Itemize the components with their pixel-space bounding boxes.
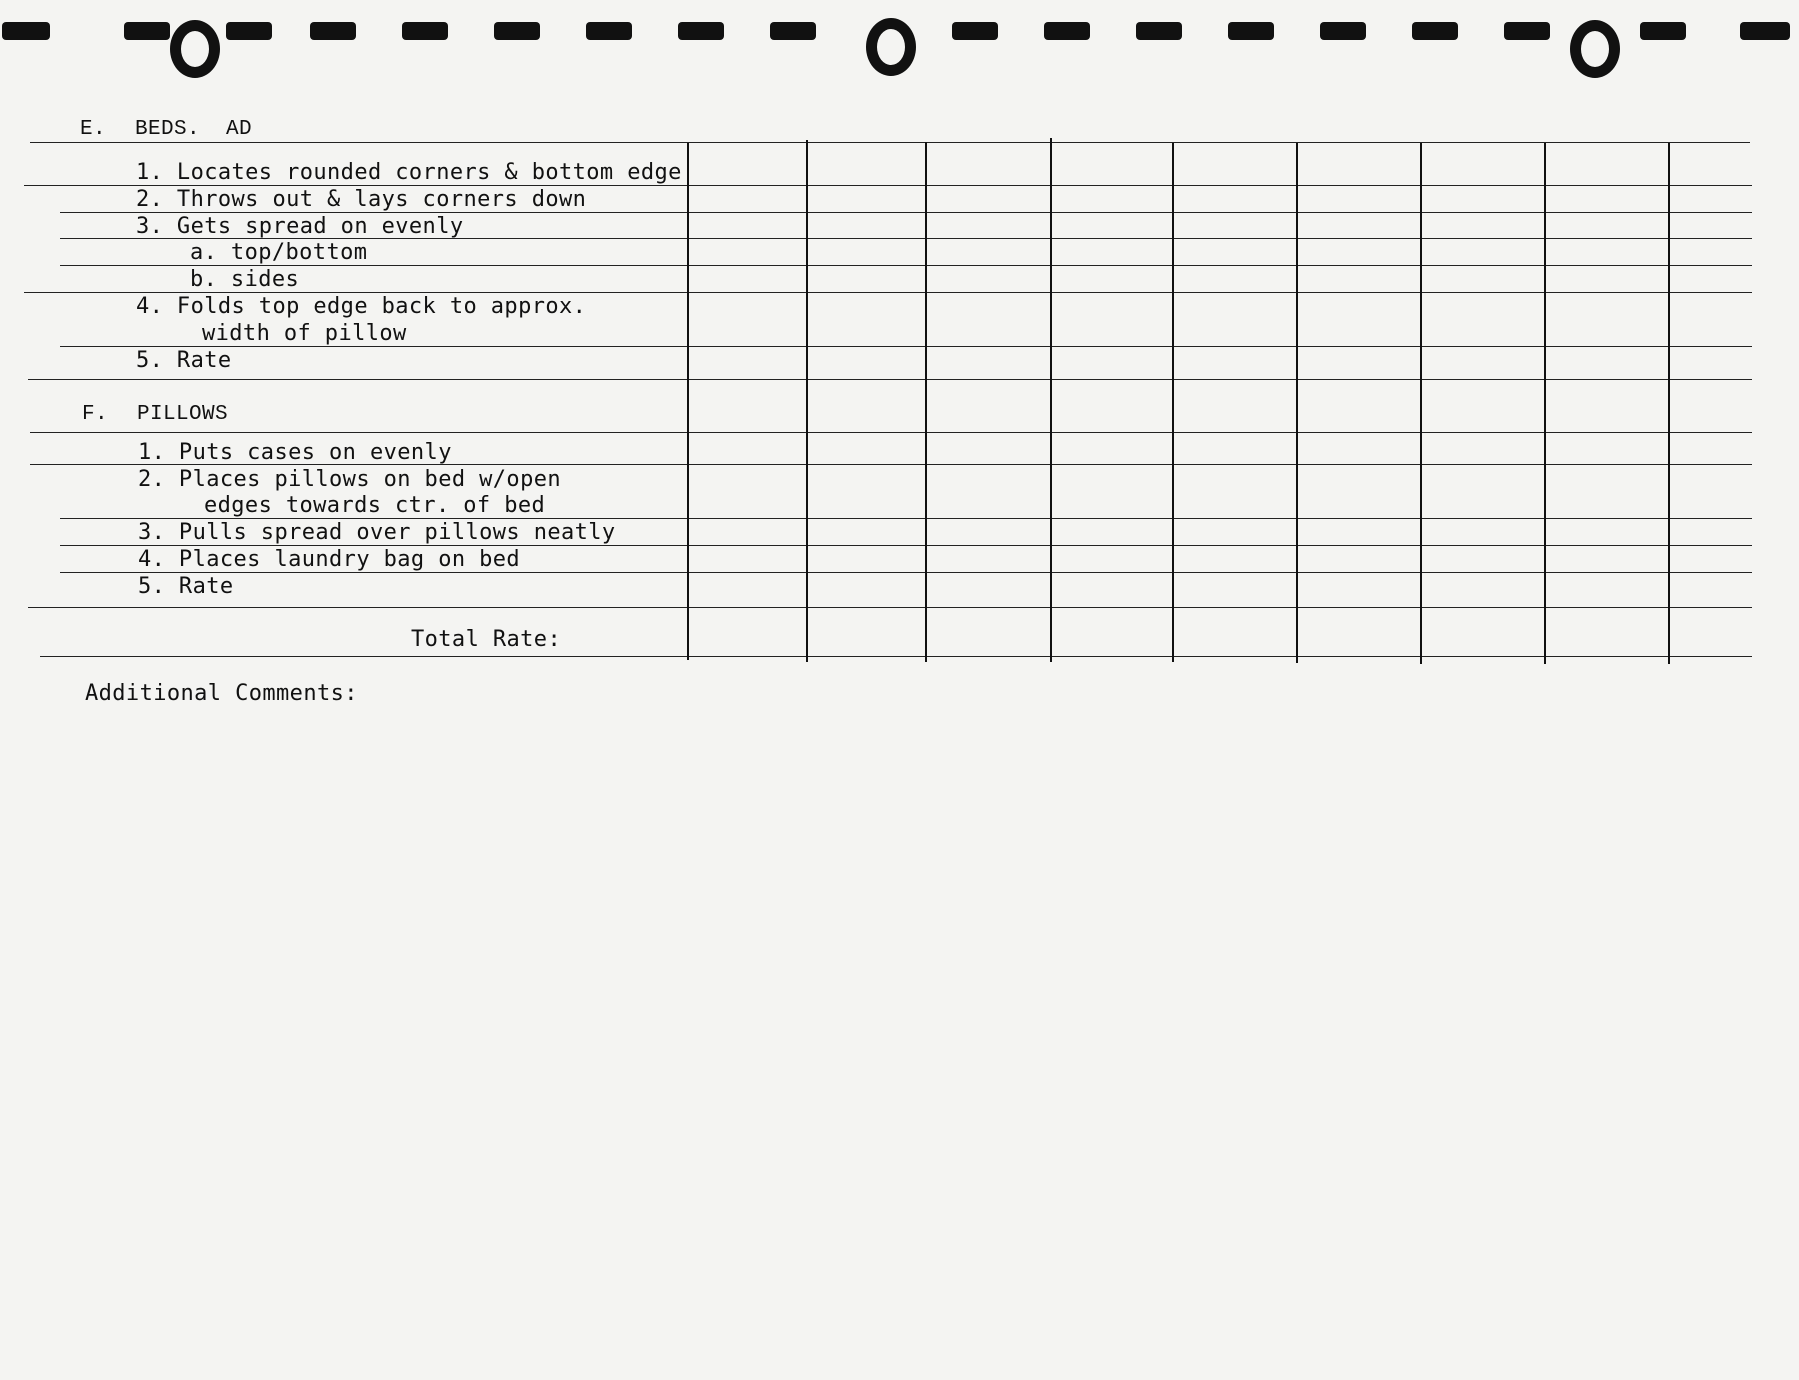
section-e-item-1: 1. Locates rounded corners & bottom edge <box>136 160 682 185</box>
rule-line <box>24 292 1752 293</box>
rule-line <box>60 518 1752 519</box>
section-f-item-1: 1. Puts cases on evenly <box>138 440 452 465</box>
section-e-item-3: 3. Gets spread on evenly <box>136 214 464 239</box>
punch-dash <box>226 22 272 40</box>
punch-dash <box>1320 22 1366 40</box>
rule-line <box>60 346 1752 347</box>
section-e-item-4-cont: width of pillow <box>202 321 407 346</box>
rule-line <box>60 212 1752 213</box>
punch-dash <box>1136 22 1182 40</box>
section-f-item-5: 5. Rate <box>138 574 234 599</box>
additional-comments-label: Additional Comments: <box>85 681 358 706</box>
section-f-title: PILLOWS <box>137 403 229 426</box>
punch-dash <box>1740 22 1790 40</box>
section-e-item-3b: b. sides <box>190 267 300 292</box>
rule-line <box>60 545 1752 546</box>
rule-line <box>60 265 1752 266</box>
rule-line <box>24 185 1752 186</box>
punch-dash <box>586 22 632 40</box>
grid-column-line <box>1172 143 1174 662</box>
rule-line <box>28 379 1752 380</box>
rule-line <box>60 238 1752 239</box>
punch-dash <box>124 22 170 40</box>
grid-column-line <box>1420 143 1422 664</box>
grid-column-line <box>1296 143 1298 663</box>
punch-hole-center <box>866 18 916 76</box>
punch-dash <box>770 22 816 40</box>
rule-line <box>60 572 1752 573</box>
punch-dash <box>2 22 50 40</box>
punch-dash <box>952 22 998 40</box>
rule-line <box>30 464 1752 465</box>
section-f-item-4: 4. Places laundry bag on bed <box>138 547 521 572</box>
section-e-item-2: 2. Throws out & lays corners down <box>136 187 587 212</box>
grid-column-line <box>925 142 927 662</box>
section-e-item-5: 5. Rate <box>136 348 232 373</box>
binder-punch-strip <box>0 16 1799 56</box>
rule-line <box>28 607 1752 608</box>
total-rate-label: Total Rate: <box>411 627 562 652</box>
punch-dash <box>402 22 448 40</box>
section-f-item-2: 2. Places pillows on bed w/open <box>138 467 561 492</box>
punch-dash <box>1504 22 1550 40</box>
punch-dash <box>1640 22 1686 40</box>
section-f-item-2-cont: edges towards ctr. of bed <box>204 493 546 518</box>
punch-hole-right <box>1570 20 1620 78</box>
grid-column-line <box>687 143 689 660</box>
grid-column-line <box>1050 138 1052 662</box>
punch-dash <box>1412 22 1458 40</box>
section-e-title: BEDS. AD <box>135 118 253 141</box>
section-e-letter: E. <box>80 118 107 141</box>
section-f-letter: F. <box>82 403 109 426</box>
punch-dash <box>494 22 540 40</box>
punch-dash <box>1044 22 1090 40</box>
rule-line <box>40 656 1752 657</box>
grid-column-line <box>1544 143 1546 664</box>
section-e-item-4: 4. Folds top edge back to approx. <box>136 294 587 319</box>
punch-hole-left <box>170 20 220 78</box>
grid-column-line <box>806 140 808 662</box>
punch-dash <box>310 22 356 40</box>
section-e-item-3a: a. top/bottom <box>190 240 368 265</box>
rule-line <box>30 142 1750 143</box>
punch-dash <box>1228 22 1274 40</box>
punch-dash <box>678 22 724 40</box>
section-f-item-3: 3. Pulls spread over pillows neatly <box>138 520 616 545</box>
rule-line <box>30 432 1752 433</box>
grid-column-line <box>1668 143 1670 664</box>
